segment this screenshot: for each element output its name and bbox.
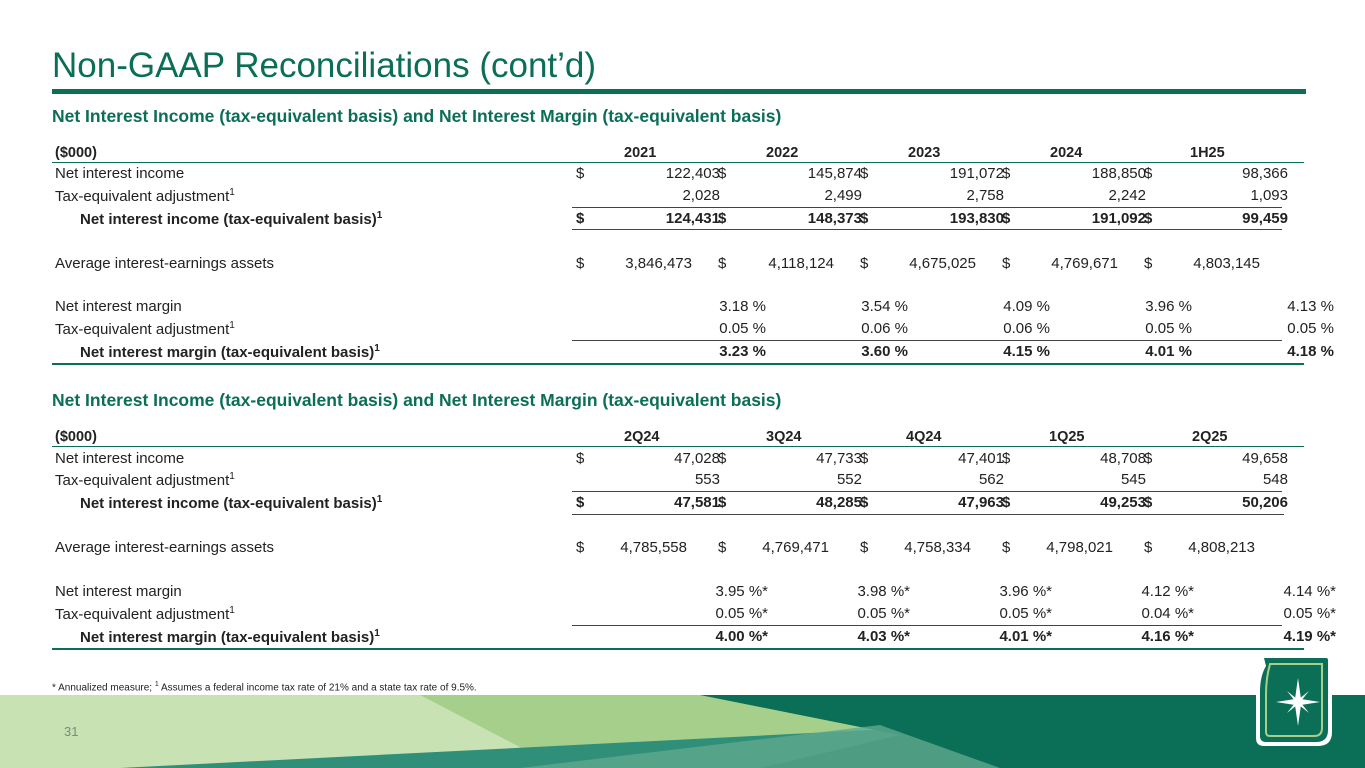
table-row bbox=[52, 450, 1304, 468]
currency-symbol: $ bbox=[718, 539, 727, 556]
cell-value: 4,803,145 bbox=[1193, 255, 1260, 272]
cell-value: 0.05 %* bbox=[857, 605, 910, 622]
cell-value: 3.54 % bbox=[861, 298, 908, 315]
currency-symbol: $ bbox=[718, 450, 727, 467]
row-label: Net interest margin (tax-equivalent basis)$^1$ bbox=[80, 343, 380, 361]
table-header-quarterly bbox=[52, 429, 1304, 447]
cell-value: 553 bbox=[694, 471, 720, 488]
cell-value: 552 bbox=[836, 471, 862, 488]
row-label: Tax-equivalent adjustment$^1$ bbox=[55, 605, 235, 623]
cell-value: 0.05 %* bbox=[1283, 605, 1336, 622]
currency-symbol: $ bbox=[576, 450, 585, 467]
page-title: Non-GAAP Reconciliations (cont’d) bbox=[52, 46, 597, 85]
row-label: Average interest-earnings assets bbox=[55, 255, 275, 272]
currency-symbol: $ bbox=[1144, 210, 1153, 227]
cell-value: 2,499 bbox=[824, 187, 862, 204]
cell-value: 0.04 %* bbox=[1141, 605, 1194, 622]
cell-value: 4.09 % bbox=[1003, 298, 1050, 315]
unit-label: ($000) bbox=[55, 429, 97, 445]
column-header: 2021 bbox=[624, 145, 657, 161]
currency-symbol: $ bbox=[1144, 255, 1153, 272]
cell-value: 3.96 %* bbox=[999, 583, 1052, 600]
column-header: 1H25 bbox=[1190, 145, 1225, 161]
cell-value: 122,403 bbox=[665, 165, 720, 182]
cell-value: 188,850 bbox=[1091, 165, 1146, 182]
table-row bbox=[52, 187, 1304, 205]
currency-symbol: $ bbox=[1144, 450, 1153, 467]
cell-value: 47,028 bbox=[674, 450, 720, 467]
currency-symbol: $ bbox=[718, 494, 727, 511]
cell-value: 145,874 bbox=[807, 165, 862, 182]
table-row-total bbox=[52, 628, 1336, 646]
table-row bbox=[52, 255, 1304, 273]
cell-value: 48,285 bbox=[816, 494, 862, 511]
cell-value: 4.18 % bbox=[1287, 343, 1334, 360]
cell-value: 47,963 bbox=[958, 494, 1004, 511]
currency-symbol: $ bbox=[860, 539, 869, 556]
cell-value: 0.05 % bbox=[719, 320, 766, 337]
column-header: 2Q25 bbox=[1192, 429, 1228, 445]
table-row bbox=[52, 471, 1304, 489]
table-header-annual bbox=[52, 145, 1304, 163]
cell-value: 4,798,021 bbox=[1046, 539, 1113, 556]
cell-value: 49,253 bbox=[1100, 494, 1146, 511]
table-row bbox=[52, 320, 1334, 338]
footnote: * Annualized measure; $^1$ Assumes a federal income tax rate of 21% and a state tax rate of 9.5%. bbox=[52, 681, 477, 694]
currency-symbol: $ bbox=[860, 255, 869, 272]
currency-symbol: $ bbox=[718, 165, 727, 182]
currency-symbol: $ bbox=[860, 494, 869, 511]
column-header: 4Q24 bbox=[906, 429, 942, 445]
cell-value: 0.06 % bbox=[861, 320, 908, 337]
cell-value: 47,581 bbox=[674, 494, 720, 511]
cell-value: 4.01 % bbox=[1145, 343, 1192, 360]
cell-value: 4.19 %* bbox=[1283, 628, 1336, 645]
currency-symbol: $ bbox=[1144, 539, 1153, 556]
currency-symbol: $ bbox=[1144, 494, 1153, 511]
total-underline bbox=[572, 514, 1284, 515]
cell-value: 4,758,334 bbox=[904, 539, 971, 556]
row-label: Net interest income (tax-equivalent basis)$^1$ bbox=[80, 494, 383, 512]
currency-symbol: $ bbox=[576, 539, 585, 556]
cell-value: 3.18 % bbox=[719, 298, 766, 315]
table-row bbox=[52, 583, 1336, 601]
star-logo-icon bbox=[1250, 650, 1334, 750]
cell-value: 4.03 %* bbox=[857, 628, 910, 645]
cell-value: 193,830 bbox=[949, 210, 1004, 227]
cell-value: 4,675,025 bbox=[909, 255, 976, 272]
cell-value: 3.23 % bbox=[719, 343, 766, 360]
row-label: Net interest income (tax-equivalent basis)$^1$ bbox=[80, 210, 383, 228]
currency-symbol: $ bbox=[1002, 255, 1011, 272]
currency-symbol: $ bbox=[576, 210, 585, 227]
cell-value: 4.13 % bbox=[1287, 298, 1334, 315]
cell-value: 148,373 bbox=[807, 210, 862, 227]
section-title-annual: Net Interest Income (tax-equivalent basis) and Net Interest Margin (tax-equivalent basis) bbox=[52, 106, 782, 126]
column-header: 3Q24 bbox=[766, 429, 802, 445]
table-row bbox=[52, 165, 1304, 183]
currency-symbol: $ bbox=[1002, 210, 1011, 227]
cell-value: 4.12 %* bbox=[1141, 583, 1194, 600]
title-divider bbox=[52, 89, 1306, 94]
table-row bbox=[52, 605, 1336, 623]
table-row-total bbox=[52, 494, 1304, 512]
cell-value: 47,733 bbox=[816, 450, 862, 467]
cell-value: 548 bbox=[1262, 471, 1288, 488]
total-underline bbox=[572, 229, 1282, 230]
footer-band bbox=[0, 695, 1365, 768]
cell-value: 48,708 bbox=[1100, 450, 1146, 467]
row-label: Net interest income bbox=[55, 165, 185, 182]
cell-value: 0.05 % bbox=[1287, 320, 1334, 337]
table-row bbox=[52, 539, 1304, 557]
currency-symbol: $ bbox=[1002, 450, 1011, 467]
cell-value: 4.01 %* bbox=[999, 628, 1052, 645]
row-label: Average interest-earnings assets bbox=[55, 539, 275, 556]
cell-value: 4,769,671 bbox=[1051, 255, 1118, 272]
row-label: Tax-equivalent adjustment$^1$ bbox=[55, 187, 235, 205]
cell-value: 0.06 % bbox=[1003, 320, 1050, 337]
currency-symbol: $ bbox=[718, 210, 727, 227]
table-row-total bbox=[52, 210, 1304, 228]
row-label: Net interest margin (tax-equivalent basis)$^1$ bbox=[80, 628, 380, 646]
cell-value: 49,658 bbox=[1242, 450, 1288, 467]
column-header: 2022 bbox=[766, 145, 799, 161]
cell-value: 4.00 %* bbox=[715, 628, 768, 645]
currency-symbol: $ bbox=[860, 450, 869, 467]
currency-symbol: $ bbox=[1002, 494, 1011, 511]
cell-value: 3,846,473 bbox=[625, 255, 692, 272]
cell-value: 2,028 bbox=[682, 187, 720, 204]
cell-value: 2,758 bbox=[966, 187, 1004, 204]
cell-value: 4,808,213 bbox=[1188, 539, 1255, 556]
row-label: Net interest income bbox=[55, 450, 185, 467]
cell-value: 3.60 % bbox=[861, 343, 908, 360]
column-header: 2023 bbox=[908, 145, 941, 161]
unit-label: ($000) bbox=[55, 145, 97, 161]
cell-value: 562 bbox=[978, 471, 1004, 488]
currency-symbol: $ bbox=[1002, 539, 1011, 556]
cell-value: 50,206 bbox=[1242, 494, 1288, 511]
column-header: 1Q25 bbox=[1049, 429, 1085, 445]
table-row bbox=[52, 298, 1334, 316]
cell-value: 0.05 %* bbox=[715, 605, 768, 622]
page-number: 31 bbox=[64, 724, 79, 739]
currency-symbol: $ bbox=[860, 165, 869, 182]
cell-value: 3.95 %* bbox=[715, 583, 768, 600]
currency-symbol: $ bbox=[576, 165, 585, 182]
currency-symbol: $ bbox=[860, 210, 869, 227]
cell-value: 4,785,558 bbox=[620, 539, 687, 556]
row-label: Tax-equivalent adjustment$^1$ bbox=[55, 320, 235, 338]
currency-symbol: $ bbox=[1002, 165, 1011, 182]
row-label: Tax-equivalent adjustment$^1$ bbox=[55, 471, 235, 489]
cell-value: 98,366 bbox=[1242, 165, 1288, 182]
row-label: Net interest margin bbox=[55, 583, 182, 600]
cell-value: 2,242 bbox=[1108, 187, 1146, 204]
currency-symbol: $ bbox=[576, 255, 585, 272]
column-header: 2024 bbox=[1050, 145, 1083, 161]
row-label: Net interest margin bbox=[55, 298, 182, 315]
cell-value: 0.05 % bbox=[1145, 320, 1192, 337]
cell-value: 4.16 %* bbox=[1141, 628, 1194, 645]
currency-symbol: $ bbox=[718, 255, 727, 272]
cell-value: 1,093 bbox=[1250, 187, 1288, 204]
cell-value: 4,769,471 bbox=[762, 539, 829, 556]
cell-value: 99,459 bbox=[1242, 210, 1288, 227]
cell-value: 191,072 bbox=[949, 165, 1004, 182]
cell-value: 4.14 %* bbox=[1283, 583, 1336, 600]
cell-value: 0.05 %* bbox=[999, 605, 1052, 622]
column-header: 2Q24 bbox=[624, 429, 660, 445]
currency-symbol: $ bbox=[1144, 165, 1153, 182]
currency-symbol: $ bbox=[576, 494, 585, 511]
cell-value: 3.96 % bbox=[1145, 298, 1192, 315]
cell-value: 545 bbox=[1120, 471, 1146, 488]
table-row-total bbox=[52, 343, 1334, 361]
cell-value: 191,092 bbox=[1091, 210, 1146, 227]
cell-value: 124,431 bbox=[665, 210, 720, 227]
cell-value: 3.98 %* bbox=[857, 583, 910, 600]
cell-value: 4,118,124 bbox=[768, 255, 834, 272]
cell-value: 47,401 bbox=[958, 450, 1004, 467]
cell-value: 4.15 % bbox=[1003, 343, 1050, 360]
section-title-quarterly: Net Interest Income (tax-equivalent basis) and Net Interest Margin (tax-equivalent basis) bbox=[52, 390, 782, 410]
